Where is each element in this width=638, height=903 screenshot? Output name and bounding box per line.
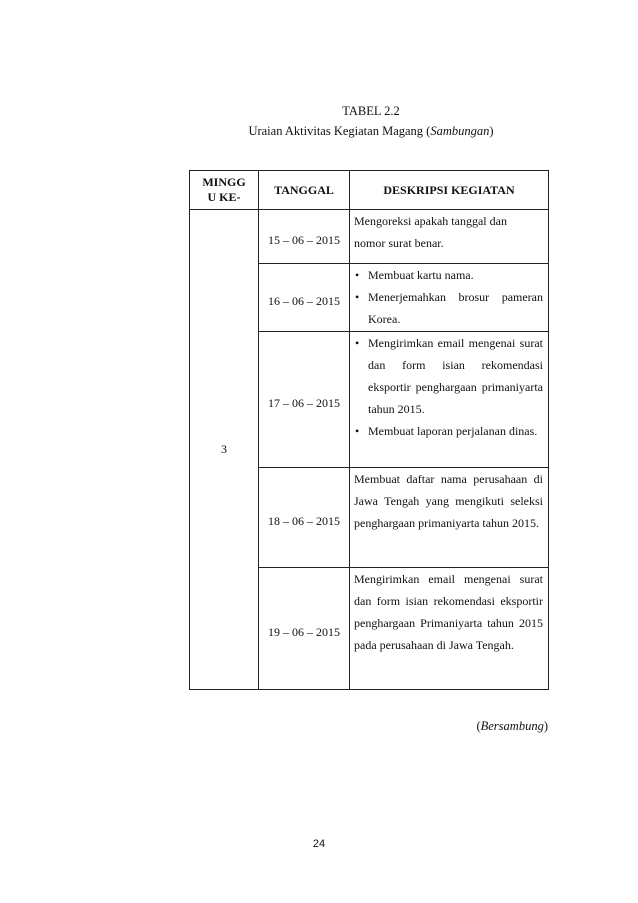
continued-close: ) [543, 719, 548, 733]
header-description: DESKRIPSI KEGIATAN [350, 171, 549, 210]
table-title-italic: Sambungan [430, 124, 490, 138]
week-cell: 3 [190, 210, 259, 690]
date-cell: 17 – 06 – 2015 [259, 332, 350, 468]
header-date: TANGGAL [259, 171, 350, 210]
table-title [52, 124, 638, 139]
page-number: 24 [312, 838, 326, 850]
description-cell: Membuat daftar nama perusahaan di Jawa Tengah yang mengikuti seleksi penghargaan primaniyarta tahun 2015. [350, 468, 549, 568]
description-cell: Mengirimkan email mengenai surat dan form isian rekomendasi eksportir penghargaan Primaniyarta tahun 2015 pada perusahaan di Jawa Tengah. [350, 568, 549, 690]
date-cell: 19 – 06 – 2015 [259, 568, 350, 690]
description-list [354, 332, 543, 442]
date-cell: 15 – 06 – 2015 [259, 210, 350, 264]
date-cell: 16 – 06 – 2015 [259, 264, 350, 332]
description-cell [350, 264, 549, 332]
description-cell [350, 332, 549, 468]
description-cell [350, 210, 549, 264]
list-item: • Membuat laporan perjalanan dinas. [354, 420, 543, 442]
description-line: Mengoreksi apakah tanggal dan [354, 214, 507, 228]
list-item: • Mengirimkan email mengenai surat dan form isian rekomendasi eksportir penghargaan primaniyarta tahun 2015. [354, 332, 543, 420]
continued-word: Bersambung [480, 719, 544, 733]
continued-note [476, 719, 548, 734]
table-label: TABEL 2.2 [342, 104, 400, 118]
list-item: • Menerjemahkan brosur pameran Korea. [354, 286, 543, 330]
list-item: • Membuat kartu nama. [354, 264, 543, 286]
header-week: MINGGU KE- [190, 171, 259, 210]
date-cell: 18 – 06 – 2015 [259, 468, 350, 568]
table-row [190, 210, 549, 264]
description-line: nomor surat benar. [354, 236, 444, 250]
activity-table [189, 170, 549, 690]
table-title-close: ) [489, 124, 494, 138]
table-header-row [190, 171, 549, 210]
continued-open: ( [476, 719, 481, 733]
table-title-main: Uraian Aktivitas Kegiatan Magang ( [248, 124, 431, 138]
description-list [354, 264, 543, 330]
